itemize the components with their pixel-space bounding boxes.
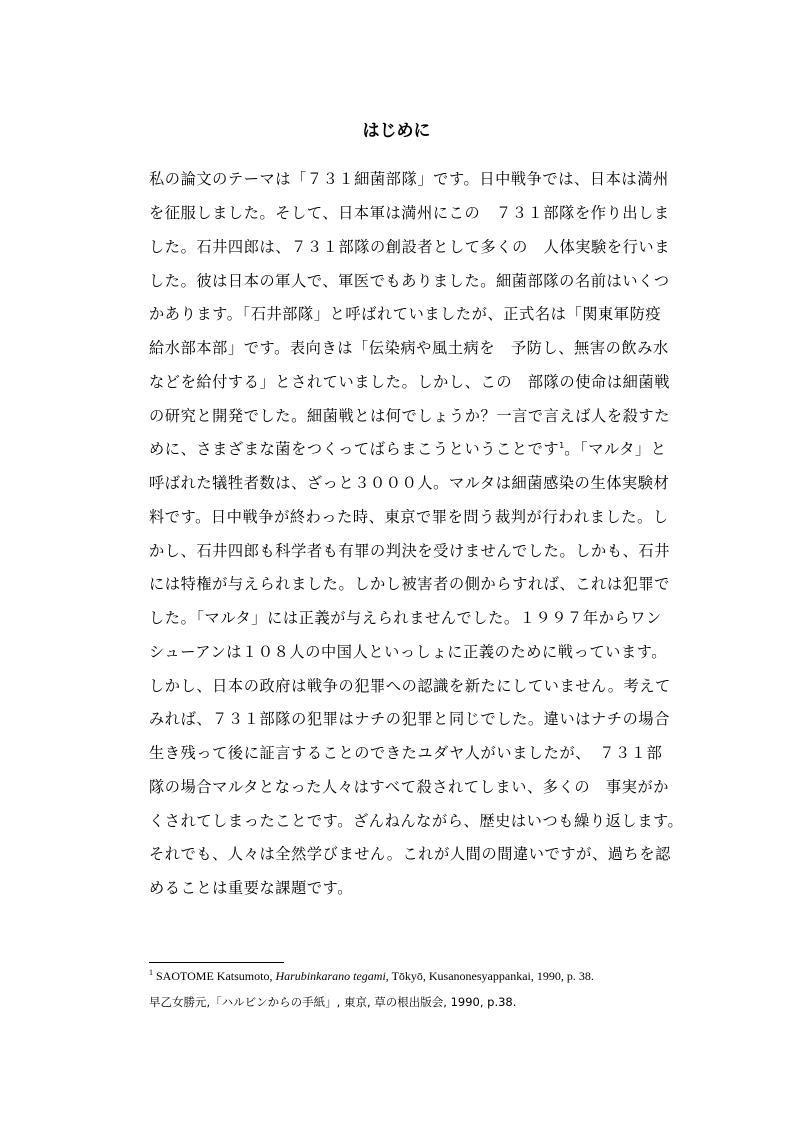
body-line: 呼ばれた犠牲者数は、ざっと３０００人。マルタは細菌感染の生体実験材 — [149, 474, 670, 492]
body-line: した。石井四郎は、７３１部隊の創設者として多くの 人体実験を行いま — [149, 238, 670, 256]
body-line: には特権が与えられました。しかし被害者の側からすれば、これは犯罪で — [149, 575, 670, 593]
body-line: しかし、日本の政府は戦争の犯罪への認識を新たにしていません。考えて — [149, 677, 671, 695]
body-line: みれば、７３１部隊の犯罪はナチの犯罪と同じでした。違いはナチの場合 — [149, 710, 670, 728]
body-line: などを給付する」とされていました。しかし、この 部隊の使命は細菌戦 — [149, 373, 670, 391]
body-line: かあります。「石井部隊」と呼ばれていましたが、正式名は「関東軍防疫 — [149, 305, 662, 323]
body-line: した。彼は日本の軍人で、軍医でもありました。細菌部隊の名前はいくつ — [149, 272, 670, 290]
body-line: 私の論文のテーマは「７３１細菌部隊」です。日中戦争では、日本は満州 — [149, 170, 669, 188]
body-line-text: めに、さまざまな菌をつくってばらまこうということです — [149, 440, 560, 458]
body-line: の研究と開発でした。細菌戦とは何でしょうか？一言で言えば人を殺すた — [149, 407, 670, 425]
body-line: シューアンは１０８人の中国人といっしょに正義のために戦っています。 — [149, 643, 668, 661]
body-line: めることは重要な課題です。 — [149, 879, 354, 897]
footnote-divider — [149, 962, 284, 963]
body-line: くされてしまったことです。ざんねんながら、歴史はいつも繰り返します。 — [149, 812, 684, 830]
footnote-text-end: , Tōkyō, Kusanonesyappankai, 1990, p. 38. — [385, 969, 594, 983]
body-line: かし、石井四郎も科学者も有罪の判決を受けませんでした。しかも、石井 — [149, 542, 670, 560]
footnote-text: SAOTOME Katsumoto, — [156, 969, 276, 983]
body-line — [149, 438, 667, 459]
body-line: 料です。日中戦争が終わった時、東京で罪を問う裁判が行われました。し — [149, 508, 669, 526]
body-line: 隊の場合マルタとなった人々はすべて殺されてしまい、多くの 事実がか — [149, 778, 670, 796]
footnote — [149, 968, 594, 984]
body-line: 生き残って後に証言することのできたユダヤ人がいましたが、 ７３１部 — [149, 744, 663, 762]
body-line: した。「マルタ」には正義が与えられませんでした。１９９７年からワン — [149, 609, 662, 627]
body-line-tail: 。「マルタ」と — [564, 440, 667, 458]
footnote-reference[interactable]: 1 — [559, 440, 565, 450]
page-title: はじめに — [362, 121, 431, 141]
body-line: それでも、人々は全然学びません。これが人間の間違いですが、過ちを認 — [149, 845, 671, 863]
body-line: を征服しました。そして、日本軍は満州にこの ７３１部隊を作り出しま — [149, 204, 670, 222]
body-line: 給水部本部」です。表向きは「伝染病や風土病を 予防し、無害の飲み水 — [149, 339, 669, 357]
footnote-book-title: Harubinkarano tegami — [275, 969, 386, 983]
footnote-number: 1 — [149, 968, 153, 977]
footnote-japanese: 早乙女勝元,「ハルビンからの手紙」, 東京, 草の根出版会, 1990, p.38. — [149, 995, 517, 1009]
